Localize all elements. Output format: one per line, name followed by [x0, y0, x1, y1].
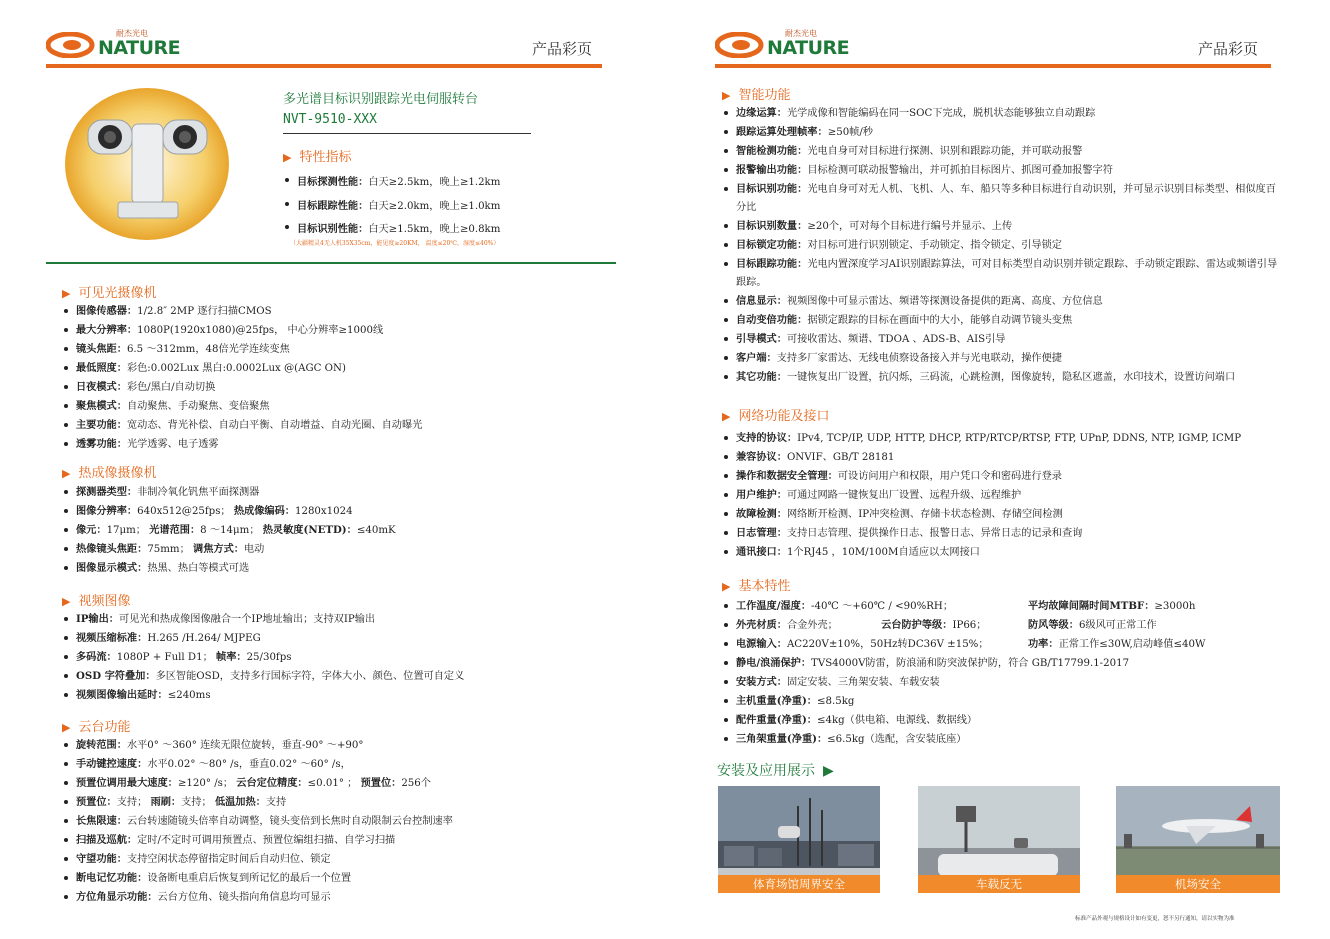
- item-text: ≥50帧/秒: [827, 127, 873, 138]
- triangle-icon: ▶: [62, 467, 71, 480]
- item-text: 光电内置深度学习AI识别跟踪算法，可对目标类型自动识别并锁定跟踪、手动锁定跟踪、雷达或频谱引导跟踪。: [736, 259, 1278, 288]
- item-text: 云台转速随镜头倍率自动调整，镜头变倍到长焦时自动限制云台控制速率: [126, 816, 453, 827]
- item-label: 热灵敏度(NETD)：: [262, 524, 357, 536]
- list-item: [60, 888, 620, 907]
- item-text: 电动: [243, 544, 265, 555]
- item-text: ≥120° /s；: [177, 778, 237, 789]
- item-text: 多区智能OSD，支持多行国标字符，字体大小、颜色、位置可自定义: [155, 671, 465, 682]
- item-label: 用户维护：: [736, 489, 787, 501]
- triangle-icon: ▶: [722, 580, 731, 593]
- list-item: [60, 321, 620, 340]
- item-text: 支持；: [116, 797, 151, 808]
- item-label: IP输出：: [76, 613, 119, 625]
- triangle-icon: ▶: [823, 763, 834, 779]
- section-divider: [46, 262, 616, 264]
- item-label: 云台防护等级：: [881, 619, 953, 631]
- heading-text: 可见光摄像机: [78, 286, 157, 301]
- heading-text: 视频图像: [78, 594, 131, 609]
- item-label: 云台定位精度：: [236, 777, 308, 789]
- second-column: [1028, 635, 1205, 654]
- item-text: 合金外壳；: [786, 620, 842, 631]
- list-item: [60, 850, 620, 869]
- item-label: 日志管理：: [736, 527, 787, 539]
- item-text: 自动聚焦、手动聚焦、变倍聚焦: [126, 401, 270, 412]
- item-text: 非制冷氧化钒焦平面探测器: [137, 487, 260, 498]
- item-label: 其它功能：: [736, 371, 787, 383]
- item-label: 通讯接口：: [736, 546, 787, 558]
- item-label: 防风等级：: [1028, 619, 1079, 631]
- triangle-icon: ▶: [722, 410, 731, 423]
- item-text: ≤240ms: [167, 690, 211, 701]
- item-text: ≤40mK: [356, 525, 396, 536]
- item-label: 方位角显示功能：: [76, 891, 158, 903]
- triangle-icon: ▶: [722, 89, 731, 102]
- item-text: -40℃ ～+60℃ / <90%RH；: [811, 601, 954, 612]
- item-text: 光电自身可对目标进行探测、识别和跟踪功能，并可联动报警: [807, 146, 1083, 157]
- list-item: [720, 142, 1280, 161]
- item-text: 1/2.8″ 2MP 逐行扫描CMOS: [137, 306, 272, 317]
- company-logo: [46, 28, 181, 64]
- showcase-photo-stadium: [718, 786, 880, 893]
- list-item: [720, 692, 1290, 711]
- item-label: 热成像编码：: [233, 505, 295, 517]
- product-photo: [60, 84, 235, 244]
- smart-heading: [722, 84, 790, 103]
- item-label: 电源输入：: [736, 638, 787, 650]
- item-text: 1个RJ45 ，10M/100M自适应以太网接口: [786, 547, 980, 558]
- second-column: [1028, 597, 1195, 616]
- heading-text: 热成像摄像机: [78, 466, 157, 481]
- list-item: [720, 292, 1280, 311]
- triangle-icon: ▶: [62, 721, 71, 734]
- features-heading: [283, 146, 351, 165]
- list-item: [720, 368, 1280, 387]
- item-label: 预置位：: [76, 796, 117, 808]
- list-item: [60, 559, 620, 578]
- item-label: 故障检测：: [736, 508, 787, 520]
- list-item: [60, 793, 620, 812]
- item-label: 目标跟踪性能：: [297, 199, 369, 212]
- header-bar: [715, 64, 1271, 68]
- list-item: [281, 171, 581, 195]
- item-text: 可见光和热成像图像融合一个IP地址输出；支持双IP输出: [119, 614, 376, 625]
- item-label: 操作和数据安全管理：: [736, 470, 838, 482]
- list-item: [60, 302, 620, 321]
- item-text: 水平0° ～360° 连续无限位旋转，垂直-90° ～+90°: [126, 740, 364, 751]
- item-text: 25/30fps: [246, 652, 292, 663]
- item-label: 智能检测功能：: [736, 145, 808, 157]
- item-label: 图像传感器：: [76, 305, 138, 317]
- item-label: 多码流：: [76, 651, 117, 663]
- features-list: [281, 171, 581, 242]
- item-text: H.265 /H.264/ MJPEG: [147, 633, 261, 644]
- list-item: [60, 340, 620, 359]
- list-item: [720, 311, 1280, 330]
- list-item: [60, 540, 620, 559]
- list-item: [720, 180, 1280, 217]
- list-item: [60, 610, 620, 629]
- item-label: 扫描及巡航：: [76, 834, 138, 846]
- item-text: 白天≥1.5km，晚上≥0.8km: [368, 224, 501, 235]
- item-label: 配件重量(净重)：: [736, 714, 817, 726]
- item-label: 视频图像输出延时：: [76, 689, 168, 701]
- item-label: 像元：: [76, 524, 107, 536]
- triangle-icon: ▶: [62, 595, 71, 608]
- item-text: IPv4, TCP/IP, UDP, HTTP, DHCP, RTP/RTCP/RTSP, FTP, UPnP, DDNS, NTP, IGMP, ICMP: [797, 433, 1242, 444]
- item-label: 手动键控速度：: [76, 758, 148, 770]
- product-title: 多光谱目标识别跟踪光电伺服转台: [283, 92, 479, 107]
- item-text: 固定安装、三角架安装、车载安装: [786, 677, 940, 688]
- heading-text: 云台功能: [78, 720, 131, 735]
- basic-list: [720, 597, 1290, 749]
- item-label: 客户端：: [736, 352, 777, 364]
- item-text: AC220V±10%，50Hz转DC36V ±15%；: [786, 639, 989, 650]
- video-list: [60, 610, 620, 705]
- list-item: [60, 521, 620, 540]
- caption-airport: 机场安全: [1116, 875, 1280, 893]
- title-underline: [283, 133, 531, 134]
- pan-tilt-heading: [62, 716, 130, 735]
- list-item: [720, 104, 1280, 123]
- item-text: 6级风可正常工作: [1078, 620, 1157, 631]
- item-label: 三角架重量(净重)：: [736, 733, 828, 745]
- list-item: [720, 635, 1290, 654]
- item-text: 彩色:0.002Lux 黑白:0.0002Lux @(AGC ON): [126, 363, 346, 374]
- company-logo: [715, 28, 850, 64]
- network-heading: [722, 405, 829, 424]
- item-label: 雨刷：: [150, 796, 182, 808]
- header-bar: [46, 64, 602, 68]
- visible-camera-heading: [62, 282, 156, 301]
- item-text: 光电自身可对无人机、飞机、人、车、船只等多种目标进行自动识别，并可显示识别目标类型、相似度百分比: [736, 184, 1276, 213]
- item-text: 设备断电重启后恢复到所记忆的最后一个位置: [147, 873, 352, 884]
- item-text: 光学成像和智能编码在同一SOC下完成，脱机状态能够独立自动跟踪: [786, 108, 1096, 119]
- item-text: ONVIF、GB/T 28181: [786, 452, 895, 463]
- item-label: 自动变倍功能：: [736, 314, 808, 326]
- item-label: 外壳材质：: [736, 619, 787, 631]
- visible-camera-list: [60, 302, 620, 454]
- list-item: [60, 629, 620, 648]
- item-text: 光学透雾、电子透雾: [126, 439, 219, 450]
- logo-small-text: 耐杰光电: [785, 29, 817, 38]
- item-label: 预置位：: [360, 777, 402, 789]
- showcase-photo-airport: [1116, 786, 1280, 893]
- item-label: 目标识别性能：: [297, 223, 369, 235]
- item-text: 白天≥2.5km，晚上≥1.2km: [368, 177, 501, 188]
- list-item: [60, 869, 620, 888]
- list-item: [720, 524, 1290, 543]
- item-label: 透雾功能：: [76, 438, 127, 450]
- product-model: NVT-9510-XXX: [283, 112, 377, 127]
- item-label: 最大分辨率：: [76, 324, 138, 336]
- list-item: [60, 416, 620, 435]
- list-item: [720, 123, 1280, 142]
- list-item: [60, 774, 620, 793]
- showcase-heading: [717, 760, 834, 780]
- logo-swirl-icon: [46, 32, 98, 58]
- item-label: 探测器类型：: [76, 486, 138, 498]
- smart-list: [720, 104, 1280, 387]
- basic-heading: [722, 575, 790, 594]
- item-text: 256个: [401, 778, 431, 789]
- list-item: [720, 730, 1290, 749]
- item-label: 边缘运算：: [736, 107, 787, 119]
- item-label: 主要功能：: [76, 419, 127, 431]
- item-label: 预置位调用最大速度：: [76, 777, 178, 789]
- item-text: ≤0.01° ；: [307, 778, 361, 789]
- showcase-heading-text: 安装及应用展示: [717, 763, 815, 779]
- item-label: 目标锁定功能：: [736, 239, 808, 251]
- features-heading-text: 特性指标: [299, 150, 352, 165]
- second-column: [1028, 616, 1157, 635]
- item-label: 目标跟踪功能：: [736, 258, 808, 270]
- item-text: ≤4kg（供电箱、电源线、数据线）: [816, 715, 978, 726]
- heading-text: 智能功能: [738, 88, 791, 103]
- logo-swirl-icon: [715, 32, 767, 58]
- item-text: 一键恢复出厂设置，抗闪烁，三码流，心跳检测，图像旋转，隐私区遮盖，水印技术，设置访问端口: [786, 372, 1236, 383]
- item-text: 640x512@25fps；: [137, 506, 234, 517]
- list-item: [720, 429, 1290, 448]
- item-text: 可设访问用户和权限，用户凭口令和密码进行登录: [837, 471, 1062, 482]
- item-label: 信息显示：: [736, 295, 787, 307]
- list-item: [60, 648, 620, 667]
- item-label: 跟踪运算处理帧率：: [736, 126, 828, 138]
- item-text: IP66；: [952, 620, 987, 631]
- list-item: [720, 597, 1290, 616]
- item-text: ≥20个，可对每个目标进行编号并显示、上传: [807, 221, 1013, 232]
- caption-vehicle: 车载反无: [918, 875, 1080, 893]
- footer-note: 标准产品外观与规格设计如有变更，恕不另行通知，请以实物为准: [1075, 916, 1235, 922]
- item-label: 目标识别功能：: [736, 183, 808, 195]
- item-label: 断电记忆功能：: [76, 872, 148, 884]
- item-text: ≤6.5kg（选配，含安装底座）: [827, 734, 967, 745]
- list-item: [720, 505, 1290, 524]
- pan-tilt-list: [60, 736, 620, 907]
- logo-brand: NATURE: [98, 37, 181, 59]
- list-item: [60, 667, 620, 686]
- item-text: 目标检测可联动报警输出，并可抓拍目标图片、抓图可叠加报警字符: [807, 165, 1113, 176]
- list-item: [60, 736, 620, 755]
- item-label: 旋转范围：: [76, 739, 127, 751]
- item-label: 引导模式：: [736, 333, 787, 345]
- item-label: 长焦限速：: [76, 815, 127, 827]
- item-text: 支持日志管理、提供操作日志、报警日志、异常日志的记录和查询: [786, 528, 1083, 539]
- list-item: [720, 486, 1290, 505]
- item-text: 据锁定跟踪的目标在画面中的大小，能够自动调节镜头变焦: [807, 315, 1073, 326]
- list-item: [60, 435, 620, 454]
- item-label: 帧率：: [216, 651, 247, 663]
- list-item: [720, 616, 1290, 635]
- triangle-icon: ▶: [62, 287, 71, 300]
- item-label: 最低照度：: [76, 362, 127, 374]
- heading-text: 网络功能及接口: [738, 409, 830, 424]
- list-item: [720, 255, 1280, 292]
- features-note: （大疆精灵4无人机35X35cm，能见度≥20KM， 温度≤20℃，湿度≤40%）: [290, 240, 500, 247]
- heading-text: 基本特性: [738, 579, 791, 594]
- list-item: [720, 330, 1280, 349]
- item-label: 守望功能：: [76, 853, 127, 865]
- item-label: OSD 字符叠加：: [76, 670, 156, 682]
- list-item: [720, 349, 1280, 368]
- item-label: 支持的协议：: [736, 432, 798, 444]
- list-item: [720, 467, 1290, 486]
- item-label: 报警输出功能：: [736, 164, 808, 176]
- item-text: 彩色/黑白/自动切换: [126, 382, 216, 393]
- list-item: [720, 161, 1280, 180]
- list-item: [60, 502, 620, 521]
- item-text: 可接收雷达、频谱、TDOA 、ADS-B、AIS引导: [786, 334, 1006, 345]
- item-text: 75mm；: [147, 544, 194, 555]
- list-item: [720, 673, 1290, 692]
- item-text: 支持空闲状态停留指定时间后自动归位、锁定: [126, 854, 331, 865]
- item-label: 热像镜头焦距：: [76, 543, 148, 555]
- item-text: 宽动态、背光补偿、自动白平衡、自动增益、自动光圈、自动曝光: [126, 420, 423, 431]
- list-item: [60, 686, 620, 705]
- triangle-icon: ▶: [283, 151, 292, 164]
- item-label: 目标识别数量：: [736, 220, 808, 232]
- list-item: [720, 543, 1290, 562]
- item-text: 1080P + Full D1；: [116, 652, 217, 663]
- list-item: [60, 359, 620, 378]
- thermal-camera-heading: [62, 462, 156, 481]
- list-item: [60, 483, 620, 502]
- item-text: 水平0.02° ～80° /s，垂直0.02° ～60° /s，: [147, 759, 351, 770]
- item-label: 兼容协议：: [736, 451, 787, 463]
- item-label: 光谱范围：: [149, 524, 201, 536]
- item-label: 主机重量(净重)：: [736, 695, 817, 707]
- item-text: 可通过网路一键恢复出厂设置、远程升级、远程维护: [786, 490, 1022, 501]
- item-label: 聚焦模式：: [76, 400, 127, 412]
- list-item: [60, 397, 620, 416]
- logo-brand: NATURE: [767, 37, 850, 59]
- item-text: 1280x1024: [294, 506, 353, 517]
- item-label: 工作温度/湿度：: [736, 600, 812, 612]
- showcase-photo-vehicle: [918, 786, 1080, 893]
- item-text: 云台方位角、镜头指向角信息均可显示: [157, 892, 331, 903]
- list-item: [720, 236, 1280, 255]
- item-label: 静电/浪涌保护：: [736, 657, 812, 669]
- item-label: 图像显示模式：: [76, 562, 148, 574]
- item-label: 功率：: [1028, 638, 1059, 650]
- item-text: 定时/不定时可调用预置点、预置位编组扫描、自学习扫描: [137, 835, 396, 846]
- video-heading: [62, 590, 130, 609]
- list-item: [720, 217, 1280, 236]
- item-label: 视频压缩标准：: [76, 632, 148, 644]
- list-item: [60, 812, 620, 831]
- item-label: 安装方式：: [736, 676, 787, 688]
- list-item: [720, 654, 1290, 673]
- thermal-camera-list: [60, 483, 620, 578]
- list-item: [720, 448, 1290, 467]
- item-label: 日夜模式：: [76, 381, 127, 393]
- network-list: [720, 429, 1290, 562]
- list-item: [720, 711, 1290, 730]
- list-item: [60, 378, 620, 397]
- item-text: 网络断开检测、IP冲突检测、存储卡状态检测、存储空间检测: [786, 509, 1063, 520]
- item-text: 支持；: [181, 797, 215, 808]
- item-text: 对目标可进行识别锁定、手动锁定、指令锁定、引导锁定: [807, 240, 1062, 251]
- item-label: 调焦方式：: [193, 543, 244, 555]
- list-item: [281, 195, 581, 219]
- item-text: 白天≥2.0km，晚上≥1.0km: [368, 200, 501, 212]
- item-label: 镜头焦距：: [76, 343, 127, 355]
- item-text: 视频图像中可显示雷达、频谱等探测设备提供的距离、高度、方位信息: [786, 296, 1103, 307]
- item-text: 支持: [265, 797, 287, 808]
- item-label: 图像分辨率：: [76, 505, 138, 517]
- item-label: 平均故障间隔时间MTBF：: [1028, 600, 1155, 612]
- item-label: 低温加热：: [214, 796, 266, 808]
- item-text: 热黑、热白等模式可选: [147, 563, 250, 574]
- header-label: 产品彩页: [532, 40, 593, 58]
- item-text: TVS4000V防雷，防浪涌和防突波保护防，符合 GB/T17799.1-2017: [811, 658, 1130, 669]
- item-text: ≥3000h: [1154, 601, 1196, 612]
- item-text: 17μm；: [106, 525, 150, 536]
- right-page: [665, 0, 1330, 939]
- item-text: 正常工作≤30W,启动峰值≤40W: [1058, 639, 1206, 650]
- logo-small-text: 耐杰光电: [116, 29, 148, 38]
- item-text: 支持多厂家雷达、无线电侦察设备接入并与光电联动，操作便捷: [776, 353, 1062, 364]
- caption-stadium: 体育场馆周界安全: [718, 875, 880, 893]
- list-item: [60, 755, 620, 774]
- list-item: [60, 831, 620, 850]
- item-text: ≤8.5kg: [816, 696, 855, 707]
- item-text: 8 ～14μm；: [200, 525, 263, 536]
- item-label: 目标探测性能：: [297, 176, 369, 188]
- item-text: 6.5 ～312mm，48倍光学连续变焦: [126, 344, 290, 355]
- header-label: 产品彩页: [1198, 40, 1259, 58]
- item-text: 1080P(1920x1080)@25fps， 中心分辨率≥1000线: [137, 325, 384, 336]
